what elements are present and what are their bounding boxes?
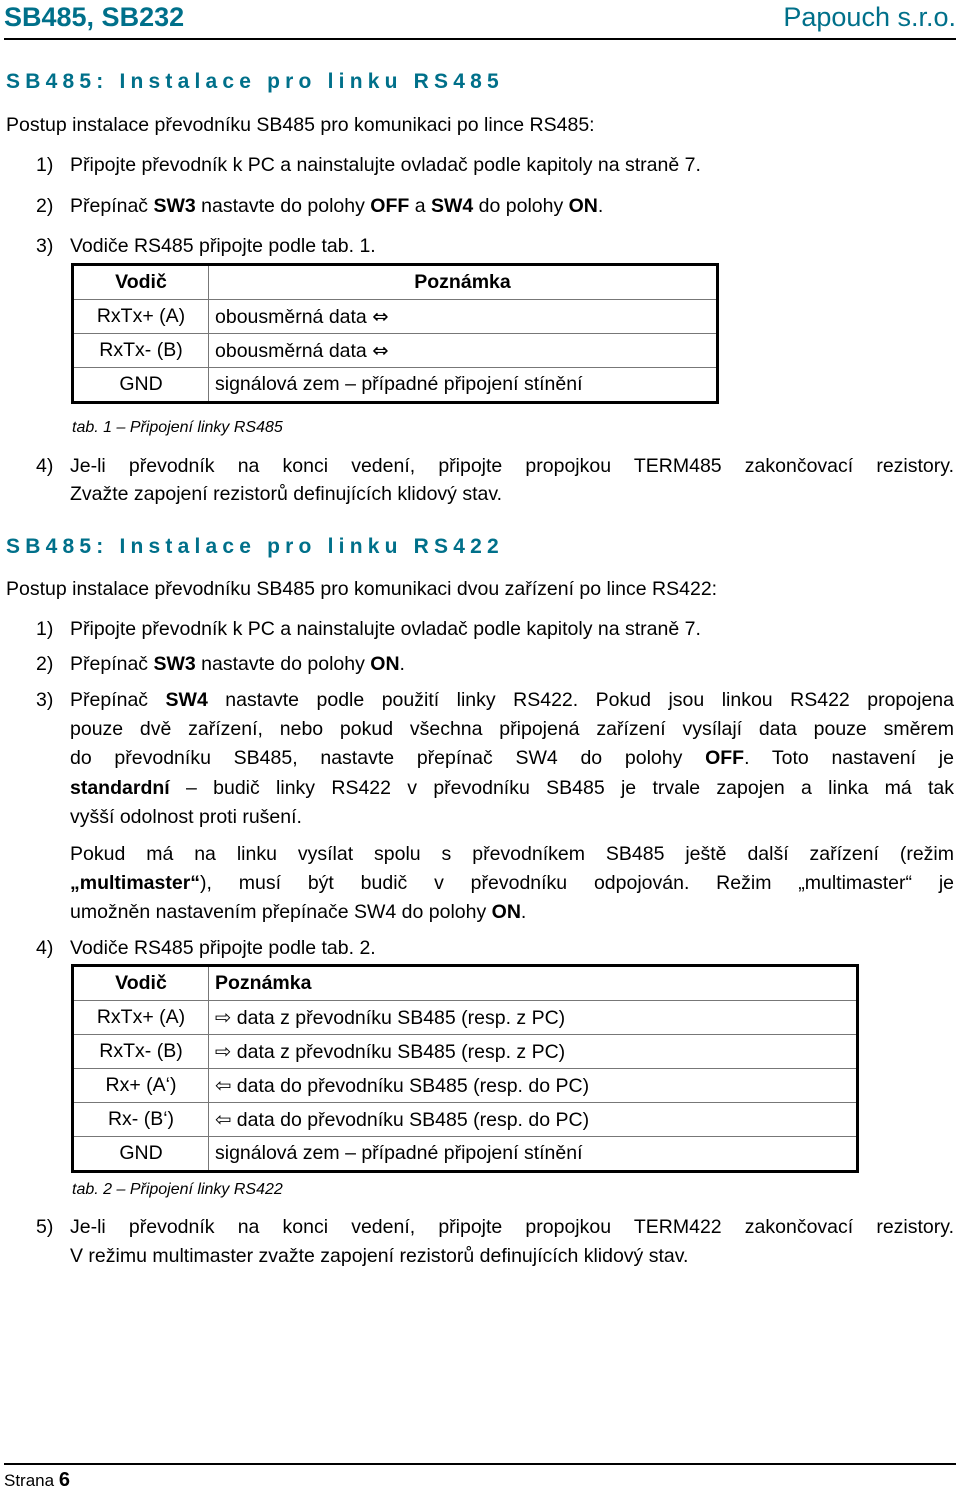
table-row: Rx+ (A‘) ⇦ data do převodníku SB485 (resp. do PC): [73, 1069, 858, 1103]
section-intro-rs485: Postup instalace převodníku SB485 pro komunikaci po lince RS485:: [6, 114, 595, 136]
table-row: RxTx+ (A) ⇨ data z převodníku SB485 (resp. z PC): [73, 1001, 858, 1035]
list-item-continuation: V režimu multimaster zvažte zapojení rezistorů definujících klidový stav.: [70, 1245, 689, 1267]
bidirectional-arrow-icon: ⇔: [372, 304, 389, 328]
section-title-rs422: SB485: Instalace pro linku RS422: [6, 535, 504, 558]
left-arrow-icon: ⇦: [215, 1073, 232, 1097]
paragraph-line: umožněn nastavením přepínače SW4 do polohy ON.: [70, 901, 527, 923]
table-caption: tab. 1 – Připojení linky RS485: [72, 419, 283, 436]
company-name: Papouch s.r.o.: [783, 2, 956, 32]
paragraph-line: „multimaster“), musí být budič v převodníku odpojován. Režim „multimaster“ je: [70, 872, 954, 894]
header-divider: [4, 38, 956, 40]
left-arrow-icon: ⇦: [215, 1107, 232, 1131]
table-header-row: Vodič Poznámka: [73, 265, 718, 300]
paragraph-line: vyšší odolnost proti rušení.: [70, 806, 302, 828]
paragraph-line: Pokud má na linku vysílat spolu s převodníkem SB485 ještě další zařízení (režim: [70, 843, 954, 865]
paragraph-line: pouze dvě zařízení, nebo pokud všechna připojená zařízení vysílají data pouze směrem: [70, 718, 954, 740]
table-caption: tab. 2 – Připojení linky RS422: [72, 1181, 283, 1198]
page-number: Strana 6: [4, 1469, 70, 1491]
table-row: RxTx- (B) ⇨ data z převodníku SB485 (resp. z PC): [73, 1035, 858, 1069]
bidirectional-arrow-icon: ⇔: [372, 338, 389, 362]
rs485-wiring-table: [71, 263, 719, 404]
table-header-row: Vodič Poznámka: [73, 966, 858, 1001]
right-arrow-icon: ⇨: [215, 1039, 232, 1063]
paragraph-line: do převodníku SB485, nastavte přepínač SW4 do polohy OFF. Toto nastavení je: [70, 747, 954, 769]
page-header: [4, 0, 960, 36]
section-title-rs485: SB485: Instalace pro linku RS485: [6, 70, 504, 93]
table-row: GND signálová zem – případné připojení stínění: [73, 368, 718, 403]
right-arrow-icon: ⇨: [215, 1005, 232, 1029]
paragraph-line: standardní – budič linky RS422 v převodníku SB485 je trvale zapojen a linka má tak: [70, 777, 954, 799]
list-item-continuation: Zvažte zapojení rezistorů definujících klidový stav.: [70, 483, 503, 505]
table-row: GND signálová zem – případné připojení stínění: [73, 1137, 858, 1172]
table-row: Rx- (B‘) ⇦ data do převodníku SB485 (resp. do PC): [73, 1103, 858, 1137]
section-intro-rs422: Postup instalace převodníku SB485 pro komunikaci dvou zařízení po lince RS422:: [6, 578, 718, 600]
table-row: RxTx+ (A) obousměrná data ⇔: [73, 300, 718, 334]
rs422-wiring-table: [71, 964, 859, 1173]
footer-divider: [4, 1463, 956, 1465]
table-row: RxTx- (B) obousměrná data ⇔: [73, 334, 718, 368]
product-title: SB485, SB232: [4, 2, 185, 32]
